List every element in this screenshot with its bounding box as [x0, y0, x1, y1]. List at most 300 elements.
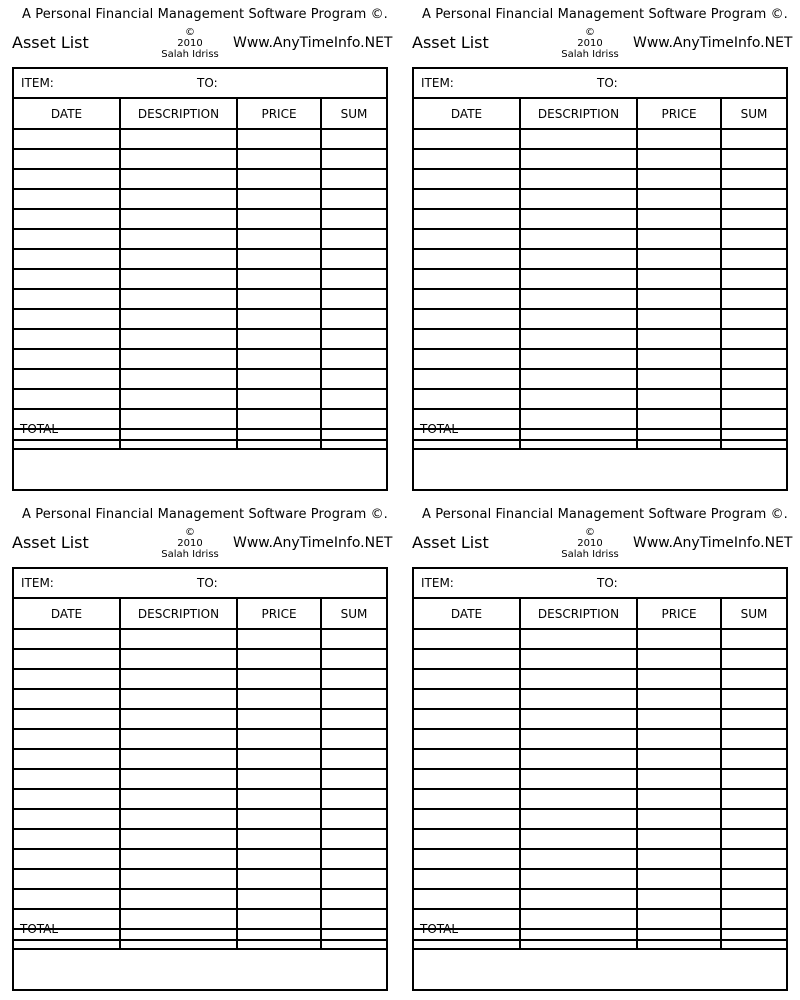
sum-cell[interactable] — [321, 669, 386, 689]
date-cell[interactable] — [14, 349, 120, 369]
price-cell[interactable] — [637, 769, 721, 789]
description-cell[interactable] — [520, 209, 637, 229]
column-header-row — [414, 99, 786, 129]
price-cell[interactable] — [637, 789, 721, 809]
date-cell[interactable] — [14, 289, 120, 309]
price-cell[interactable] — [637, 329, 721, 349]
sum-cell[interactable] — [321, 629, 386, 649]
ledger-row — [14, 369, 386, 389]
sum-cell[interactable] — [721, 309, 786, 329]
date-cell[interactable] — [414, 129, 520, 149]
price-cell[interactable] — [637, 829, 721, 849]
sum-cell[interactable] — [721, 629, 786, 649]
date-cell[interactable] — [414, 789, 520, 809]
description-cell[interactable] — [520, 309, 637, 329]
ledger-row — [414, 829, 786, 849]
sum-cell[interactable] — [321, 269, 386, 289]
sheet-title: Asset List — [12, 33, 89, 52]
price-cell[interactable] — [237, 829, 321, 849]
total-value-cell[interactable] — [414, 441, 786, 459]
total-label: TOTAL — [420, 422, 459, 436]
description-cell[interactable] — [120, 169, 237, 189]
date-cell[interactable] — [414, 289, 520, 309]
ledger-row — [414, 789, 786, 809]
sum-cell[interactable] — [721, 149, 786, 169]
date-cell[interactable] — [14, 169, 120, 189]
sum-cell[interactable] — [721, 369, 786, 389]
date-cell[interactable] — [14, 669, 120, 689]
price-cell[interactable] — [637, 729, 721, 749]
price-cell[interactable] — [237, 129, 321, 149]
sum-cell[interactable] — [321, 189, 386, 209]
ledger-table — [414, 599, 786, 950]
sum-cell[interactable] — [721, 649, 786, 669]
total-label: TOTAL — [420, 922, 459, 936]
description-cell[interactable] — [520, 649, 637, 669]
column-header-description: DESCRIPTION — [120, 99, 237, 129]
date-cell[interactable] — [14, 149, 120, 169]
price-cell[interactable] — [237, 349, 321, 369]
price-cell[interactable] — [237, 709, 321, 729]
ledger-row — [414, 389, 786, 409]
description-cell[interactable] — [520, 249, 637, 269]
date-cell[interactable] — [414, 229, 520, 249]
description-cell[interactable] — [120, 729, 237, 749]
sum-cell[interactable] — [721, 729, 786, 749]
description-cell[interactable] — [120, 149, 237, 169]
program-credit: A Personal Financial Management Software Program ©. — [422, 507, 788, 522]
price-cell[interactable] — [237, 669, 321, 689]
price-cell[interactable] — [637, 809, 721, 829]
description-cell[interactable] — [120, 209, 237, 229]
ledger-row — [14, 829, 386, 849]
website-link[interactable]: Www.AnyTimeInfo.NET — [233, 35, 393, 51]
date-cell[interactable] — [14, 249, 120, 269]
ledger-row — [14, 149, 386, 169]
sum-cell[interactable] — [321, 169, 386, 189]
description-cell[interactable] — [520, 809, 637, 829]
sum-cell[interactable] — [721, 209, 786, 229]
price-cell[interactable] — [637, 209, 721, 229]
sum-cell[interactable] — [321, 209, 386, 229]
description-cell[interactable] — [520, 189, 637, 209]
price-cell[interactable] — [237, 269, 321, 289]
price-cell[interactable] — [237, 629, 321, 649]
column-header-price: PRICE — [637, 99, 721, 129]
date-cell[interactable] — [14, 629, 120, 649]
description-cell[interactable] — [520, 749, 637, 769]
price-cell[interactable] — [637, 289, 721, 309]
price-cell[interactable] — [637, 129, 721, 149]
total-row — [14, 419, 386, 441]
ledger-body — [14, 129, 386, 449]
date-cell[interactable] — [14, 389, 120, 409]
price-cell[interactable] — [637, 269, 721, 289]
description-cell[interactable] — [120, 229, 237, 249]
date-cell[interactable] — [414, 169, 520, 189]
date-cell[interactable] — [414, 389, 520, 409]
ledger-row — [414, 229, 786, 249]
sum-cell[interactable] — [321, 749, 386, 769]
sum-cell[interactable] — [721, 809, 786, 829]
sum-cell[interactable] — [321, 309, 386, 329]
sum-cell[interactable] — [321, 869, 386, 889]
description-cell[interactable] — [520, 689, 637, 709]
description-cell[interactable] — [120, 869, 237, 889]
date-cell[interactable] — [14, 229, 120, 249]
ledger-row — [14, 129, 386, 149]
date-cell[interactable] — [14, 649, 120, 669]
ledger-row — [14, 849, 386, 869]
sum-cell[interactable] — [721, 849, 786, 869]
date-cell[interactable] — [414, 889, 520, 909]
author-name: Salah Idriss — [561, 549, 619, 560]
item-label: ITEM: — [21, 76, 54, 90]
description-cell[interactable] — [120, 269, 237, 289]
sum-cell[interactable] — [321, 329, 386, 349]
description-cell[interactable] — [520, 149, 637, 169]
description-cell[interactable] — [520, 869, 637, 889]
date-cell[interactable] — [414, 269, 520, 289]
date-cell[interactable] — [414, 209, 520, 229]
price-cell[interactable] — [637, 689, 721, 709]
date-cell[interactable] — [14, 689, 120, 709]
description-cell[interactable] — [520, 709, 637, 729]
description-cell[interactable] — [520, 329, 637, 349]
description-cell[interactable] — [120, 829, 237, 849]
date-cell[interactable] — [14, 209, 120, 229]
website-link[interactable]: Www.AnyTimeInfo.NET — [633, 535, 793, 551]
description-cell[interactable] — [520, 229, 637, 249]
sum-cell[interactable] — [721, 249, 786, 269]
date-cell[interactable] — [14, 749, 120, 769]
date-cell[interactable] — [414, 849, 520, 869]
date-cell[interactable] — [14, 369, 120, 389]
price-cell[interactable] — [637, 749, 721, 769]
date-cell[interactable] — [414, 629, 520, 649]
price-cell[interactable] — [637, 249, 721, 269]
date-cell[interactable] — [14, 789, 120, 809]
price-cell[interactable] — [237, 149, 321, 169]
description-cell[interactable] — [120, 669, 237, 689]
sum-cell[interactable] — [321, 769, 386, 789]
description-cell[interactable] — [120, 369, 237, 389]
ledger-row — [414, 769, 786, 789]
price-cell[interactable] — [637, 389, 721, 409]
copyright-block — [550, 527, 630, 560]
program-credit: A Personal Financial Management Software Program ©. — [22, 7, 388, 22]
price-cell[interactable] — [237, 769, 321, 789]
date-cell[interactable] — [414, 329, 520, 349]
copyright-block — [150, 527, 230, 560]
description-cell[interactable] — [520, 269, 637, 289]
price-cell[interactable] — [637, 169, 721, 189]
date-cell[interactable] — [14, 709, 120, 729]
description-cell[interactable] — [520, 849, 637, 869]
asset-list-sheet — [400, 0, 800, 500]
date-cell[interactable] — [14, 329, 120, 349]
date-cell[interactable] — [14, 889, 120, 909]
price-cell[interactable] — [237, 849, 321, 869]
description-cell[interactable] — [520, 629, 637, 649]
sum-cell[interactable] — [321, 389, 386, 409]
ledger-row — [14, 869, 386, 889]
sum-cell[interactable] — [721, 229, 786, 249]
asset-list-sheet — [0, 0, 400, 500]
date-cell[interactable] — [14, 309, 120, 329]
description-cell[interactable] — [520, 829, 637, 849]
description-cell[interactable] — [520, 789, 637, 809]
date-cell[interactable] — [414, 869, 520, 889]
price-cell[interactable] — [637, 229, 721, 249]
ledger-row — [414, 349, 786, 369]
sum-cell[interactable] — [721, 689, 786, 709]
description-cell[interactable] — [120, 709, 237, 729]
date-cell[interactable] — [414, 809, 520, 829]
sum-cell[interactable] — [321, 709, 386, 729]
ledger-body — [414, 129, 786, 449]
copyright-year: 2010 — [577, 38, 603, 49]
copyright-year: 2010 — [577, 538, 603, 549]
price-cell[interactable] — [637, 349, 721, 369]
column-header-price: PRICE — [637, 599, 721, 629]
date-cell[interactable] — [414, 749, 520, 769]
copyright-symbol: © — [185, 27, 195, 38]
ledger-row — [14, 329, 386, 349]
date-cell[interactable] — [14, 849, 120, 869]
website-link[interactable]: Www.AnyTimeInfo.NET — [233, 535, 393, 551]
price-cell[interactable] — [237, 229, 321, 249]
date-cell[interactable] — [414, 689, 520, 709]
description-cell[interactable] — [120, 649, 237, 669]
description-cell[interactable] — [120, 769, 237, 789]
date-cell[interactable] — [414, 829, 520, 849]
ledger-row — [14, 769, 386, 789]
ledger-row — [414, 809, 786, 829]
ledger-row — [14, 189, 386, 209]
date-cell[interactable] — [414, 349, 520, 369]
total-value-cell[interactable] — [414, 941, 786, 959]
ledger-row — [14, 209, 386, 229]
sum-cell[interactable] — [321, 889, 386, 909]
sheet-title: Asset List — [412, 533, 489, 552]
description-cell[interactable] — [520, 769, 637, 789]
price-cell[interactable] — [237, 329, 321, 349]
website-link[interactable]: Www.AnyTimeInfo.NET — [633, 35, 793, 51]
description-cell[interactable] — [520, 729, 637, 749]
date-cell[interactable] — [14, 829, 120, 849]
price-cell[interactable] — [237, 789, 321, 809]
to-label: TO: — [597, 576, 618, 590]
sum-cell[interactable] — [321, 689, 386, 709]
date-cell[interactable] — [14, 189, 120, 209]
price-cell[interactable] — [237, 729, 321, 749]
sum-cell[interactable] — [721, 189, 786, 209]
ledger-row — [14, 649, 386, 669]
date-cell[interactable] — [414, 709, 520, 729]
sum-cell[interactable] — [321, 809, 386, 829]
ledger-row — [414, 249, 786, 269]
description-cell[interactable] — [120, 889, 237, 909]
date-cell[interactable] — [414, 249, 520, 269]
sum-cell[interactable] — [321, 349, 386, 369]
description-cell[interactable] — [520, 129, 637, 149]
description-cell[interactable] — [120, 289, 237, 309]
date-cell[interactable] — [414, 769, 520, 789]
sum-cell[interactable] — [721, 709, 786, 729]
price-cell[interactable] — [237, 749, 321, 769]
price-cell[interactable] — [637, 869, 721, 889]
date-cell[interactable] — [414, 189, 520, 209]
date-cell[interactable] — [14, 809, 120, 829]
date-cell[interactable] — [414, 669, 520, 689]
description-cell[interactable] — [520, 889, 637, 909]
sum-cell[interactable] — [721, 169, 786, 189]
sum-cell[interactable] — [721, 869, 786, 889]
description-cell[interactable] — [520, 389, 637, 409]
ledger-row — [414, 169, 786, 189]
price-cell[interactable] — [237, 169, 321, 189]
ledger-row — [14, 749, 386, 769]
date-cell[interactable] — [414, 309, 520, 329]
item-row[interactable] — [414, 69, 786, 99]
sum-cell[interactable] — [721, 749, 786, 769]
column-header-sum: SUM — [321, 599, 386, 629]
sum-cell[interactable] — [321, 249, 386, 269]
item-label: ITEM: — [21, 576, 54, 590]
column-header-row — [14, 599, 386, 629]
price-cell[interactable] — [237, 369, 321, 389]
sum-cell[interactable] — [321, 829, 386, 849]
price-cell[interactable] — [637, 709, 721, 729]
date-cell[interactable] — [14, 269, 120, 289]
item-row[interactable] — [14, 69, 386, 99]
price-cell[interactable] — [637, 309, 721, 329]
price-cell[interactable] — [237, 649, 321, 669]
copyright-symbol: © — [585, 527, 595, 538]
sum-cell[interactable] — [721, 669, 786, 689]
description-cell[interactable] — [520, 349, 637, 369]
description-cell[interactable] — [120, 249, 237, 269]
ledger-table — [414, 99, 786, 450]
description-cell[interactable] — [520, 669, 637, 689]
sum-cell[interactable] — [721, 889, 786, 909]
price-cell[interactable] — [237, 809, 321, 829]
price-cell[interactable] — [637, 629, 721, 649]
price-cell[interactable] — [637, 669, 721, 689]
total-value-cell[interactable] — [14, 441, 386, 459]
price-cell[interactable] — [237, 309, 321, 329]
to-label: TO: — [197, 76, 218, 90]
price-cell[interactable] — [237, 889, 321, 909]
description-cell[interactable] — [120, 749, 237, 769]
item-row[interactable] — [14, 569, 386, 599]
copyright-block — [150, 27, 230, 60]
sum-cell[interactable] — [721, 129, 786, 149]
item-label: ITEM: — [421, 76, 454, 90]
date-cell[interactable] — [14, 869, 120, 889]
date-cell[interactable] — [414, 649, 520, 669]
ledger-row — [14, 809, 386, 829]
date-cell[interactable] — [414, 369, 520, 389]
item-row[interactable] — [414, 569, 786, 599]
date-cell[interactable] — [14, 129, 120, 149]
description-cell[interactable] — [120, 349, 237, 369]
description-cell[interactable] — [120, 309, 237, 329]
sum-cell[interactable] — [721, 829, 786, 849]
ledger-row — [414, 329, 786, 349]
description-cell[interactable] — [120, 809, 237, 829]
description-cell[interactable] — [120, 189, 237, 209]
price-cell[interactable] — [637, 649, 721, 669]
description-cell[interactable] — [120, 389, 237, 409]
sum-cell[interactable] — [721, 389, 786, 409]
date-cell[interactable] — [414, 729, 520, 749]
sum-cell[interactable] — [721, 269, 786, 289]
date-cell[interactable] — [14, 769, 120, 789]
sum-cell[interactable] — [321, 229, 386, 249]
sum-cell[interactable] — [321, 129, 386, 149]
price-cell[interactable] — [237, 689, 321, 709]
sum-cell[interactable] — [721, 289, 786, 309]
sum-cell[interactable] — [321, 789, 386, 809]
description-cell[interactable] — [120, 129, 237, 149]
price-cell[interactable] — [237, 249, 321, 269]
price-cell[interactable] — [637, 849, 721, 869]
price-cell[interactable] — [237, 209, 321, 229]
ledger-row — [14, 229, 386, 249]
column-header-row — [414, 599, 786, 629]
sum-cell[interactable] — [321, 649, 386, 669]
sum-cell[interactable] — [321, 729, 386, 749]
description-cell[interactable] — [120, 789, 237, 809]
price-cell[interactable] — [637, 189, 721, 209]
ledger-row — [414, 149, 786, 169]
column-header-date: DATE — [414, 99, 520, 129]
ledger-row — [14, 269, 386, 289]
sum-cell[interactable] — [721, 789, 786, 809]
date-cell[interactable] — [14, 729, 120, 749]
program-credit: A Personal Financial Management Software Program ©. — [422, 7, 788, 22]
sum-cell[interactable] — [721, 349, 786, 369]
price-cell[interactable] — [637, 149, 721, 169]
sum-cell[interactable] — [321, 149, 386, 169]
date-cell[interactable] — [414, 149, 520, 169]
description-cell[interactable] — [120, 849, 237, 869]
total-value-cell[interactable] — [14, 941, 386, 959]
price-cell[interactable] — [237, 189, 321, 209]
sum-cell[interactable] — [321, 289, 386, 309]
description-cell[interactable] — [120, 329, 237, 349]
price-cell[interactable] — [637, 369, 721, 389]
description-cell[interactable] — [120, 689, 237, 709]
price-cell[interactable] — [237, 289, 321, 309]
description-cell[interactable] — [520, 369, 637, 389]
description-cell[interactable] — [520, 289, 637, 309]
column-header-sum: SUM — [721, 599, 786, 629]
price-cell[interactable] — [637, 889, 721, 909]
sum-cell[interactable] — [721, 769, 786, 789]
sum-cell[interactable] — [721, 329, 786, 349]
description-cell[interactable] — [120, 629, 237, 649]
sum-cell[interactable] — [321, 369, 386, 389]
total-label: TOTAL — [20, 422, 59, 436]
price-cell[interactable] — [237, 389, 321, 409]
description-cell[interactable] — [520, 169, 637, 189]
price-cell[interactable] — [237, 869, 321, 889]
ledger-form — [12, 67, 388, 491]
sum-cell[interactable] — [321, 849, 386, 869]
